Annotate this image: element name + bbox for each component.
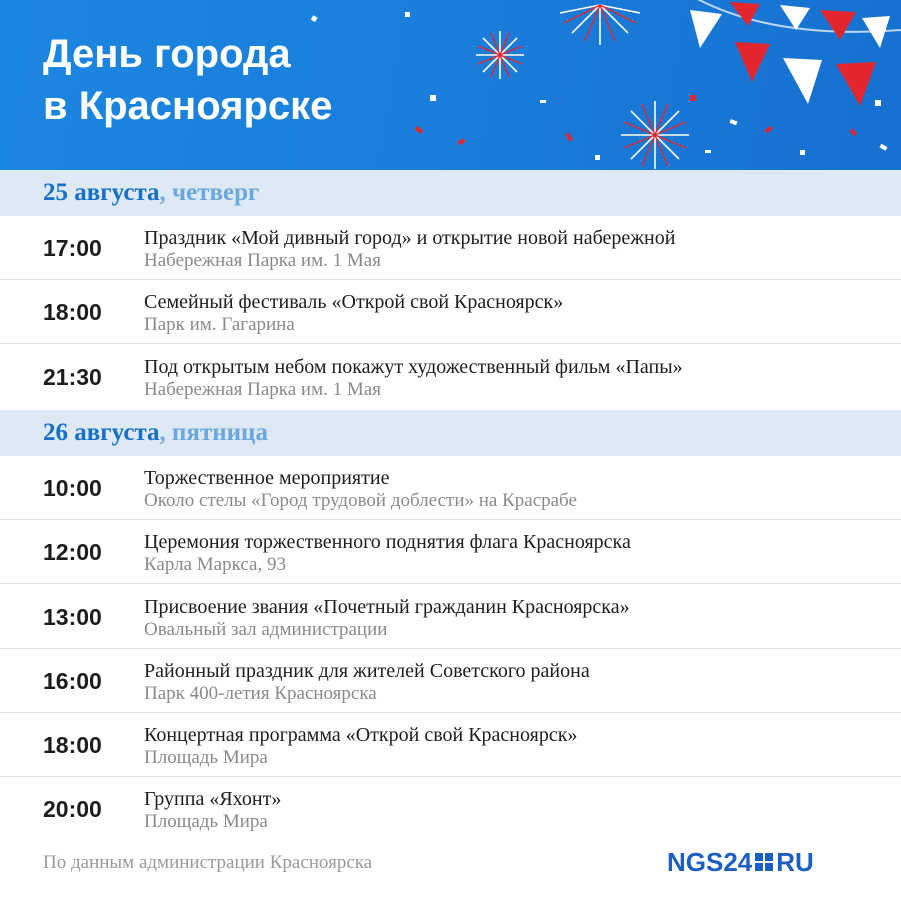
event-place: Набережная Парка им. 1 Мая (144, 250, 381, 271)
event-place: Площадь Мира (144, 811, 268, 832)
event-title: Группа «Яхонт» (144, 788, 282, 810)
event-place: Набережная Парка им. 1 Мая (144, 379, 381, 400)
event-row (0, 456, 901, 520)
day-date: 25 августа (43, 179, 160, 206)
event-title: Присвоение звания «Почетный гражданин Красноярска» (144, 596, 630, 618)
day-header (0, 410, 901, 456)
firework-bottom (621, 101, 689, 169)
event-row (0, 585, 901, 649)
event-time: 20:00 (43, 796, 102, 822)
event-time: 10:00 (43, 475, 102, 501)
event-time: 13:00 (43, 604, 102, 630)
day-header (0, 170, 901, 216)
event-place: Парк им. Гагарина (144, 314, 295, 335)
event-title: Районный праздник для жителей Советского района (144, 660, 590, 682)
bunting-flags (690, 0, 901, 106)
event-row (0, 713, 901, 777)
day-date: 26 августа (43, 419, 160, 446)
event-title: Праздник «Мой дивный город» и открытие новой набережной (144, 227, 676, 249)
event-time: 21:30 (43, 364, 102, 390)
header-banner (0, 0, 901, 170)
event-time: 18:00 (43, 299, 102, 325)
ngs24-logo[interactable] (667, 844, 814, 880)
event-title: Семейный фестиваль «Открой свой Красноярск» (144, 291, 564, 313)
event-title: Под открытым небом покажут художественный фильм «Папы» (144, 356, 683, 378)
event-time: 12:00 (43, 539, 102, 565)
event-place: Около стелы «Город трудовой доблести» на Красрабе (144, 490, 577, 511)
event-title: Торжественное мероприятие (144, 467, 390, 489)
day-weekday: , четверг (159, 179, 260, 206)
event-place: Парк 400-летия Красноярска (144, 683, 377, 704)
event-row (0, 345, 901, 409)
event-row (0, 520, 901, 584)
logo-square-icon (755, 853, 773, 871)
event-row (0, 216, 901, 280)
logo-domain: RU (776, 846, 814, 877)
logo-text: NGS24 (667, 846, 753, 877)
event-time: 18:00 (43, 732, 102, 758)
day-weekday: , пятница (159, 419, 268, 446)
event-time: 16:00 (43, 668, 102, 694)
event-place: Площадь Мира (144, 747, 268, 768)
firework-top (560, 5, 640, 45)
event-title: Концертная программа «Открой свой Красноярск» (144, 724, 578, 746)
event-row (0, 649, 901, 713)
source-note: По данным администрации Красноярска (43, 852, 373, 873)
event-title: Церемония торжественного поднятия флага Красноярска (144, 531, 631, 553)
event-place: Карла Маркса, 93 (144, 554, 286, 575)
page-title (43, 28, 332, 132)
event-time: 17:00 (43, 235, 102, 261)
event-place: Овальный зал администрации (144, 619, 388, 640)
event-row (0, 280, 901, 344)
event-row (0, 777, 901, 841)
firework-left (476, 31, 524, 79)
title-line-2: в Красноярске (43, 84, 333, 128)
title-line-1: День города (43, 32, 291, 76)
